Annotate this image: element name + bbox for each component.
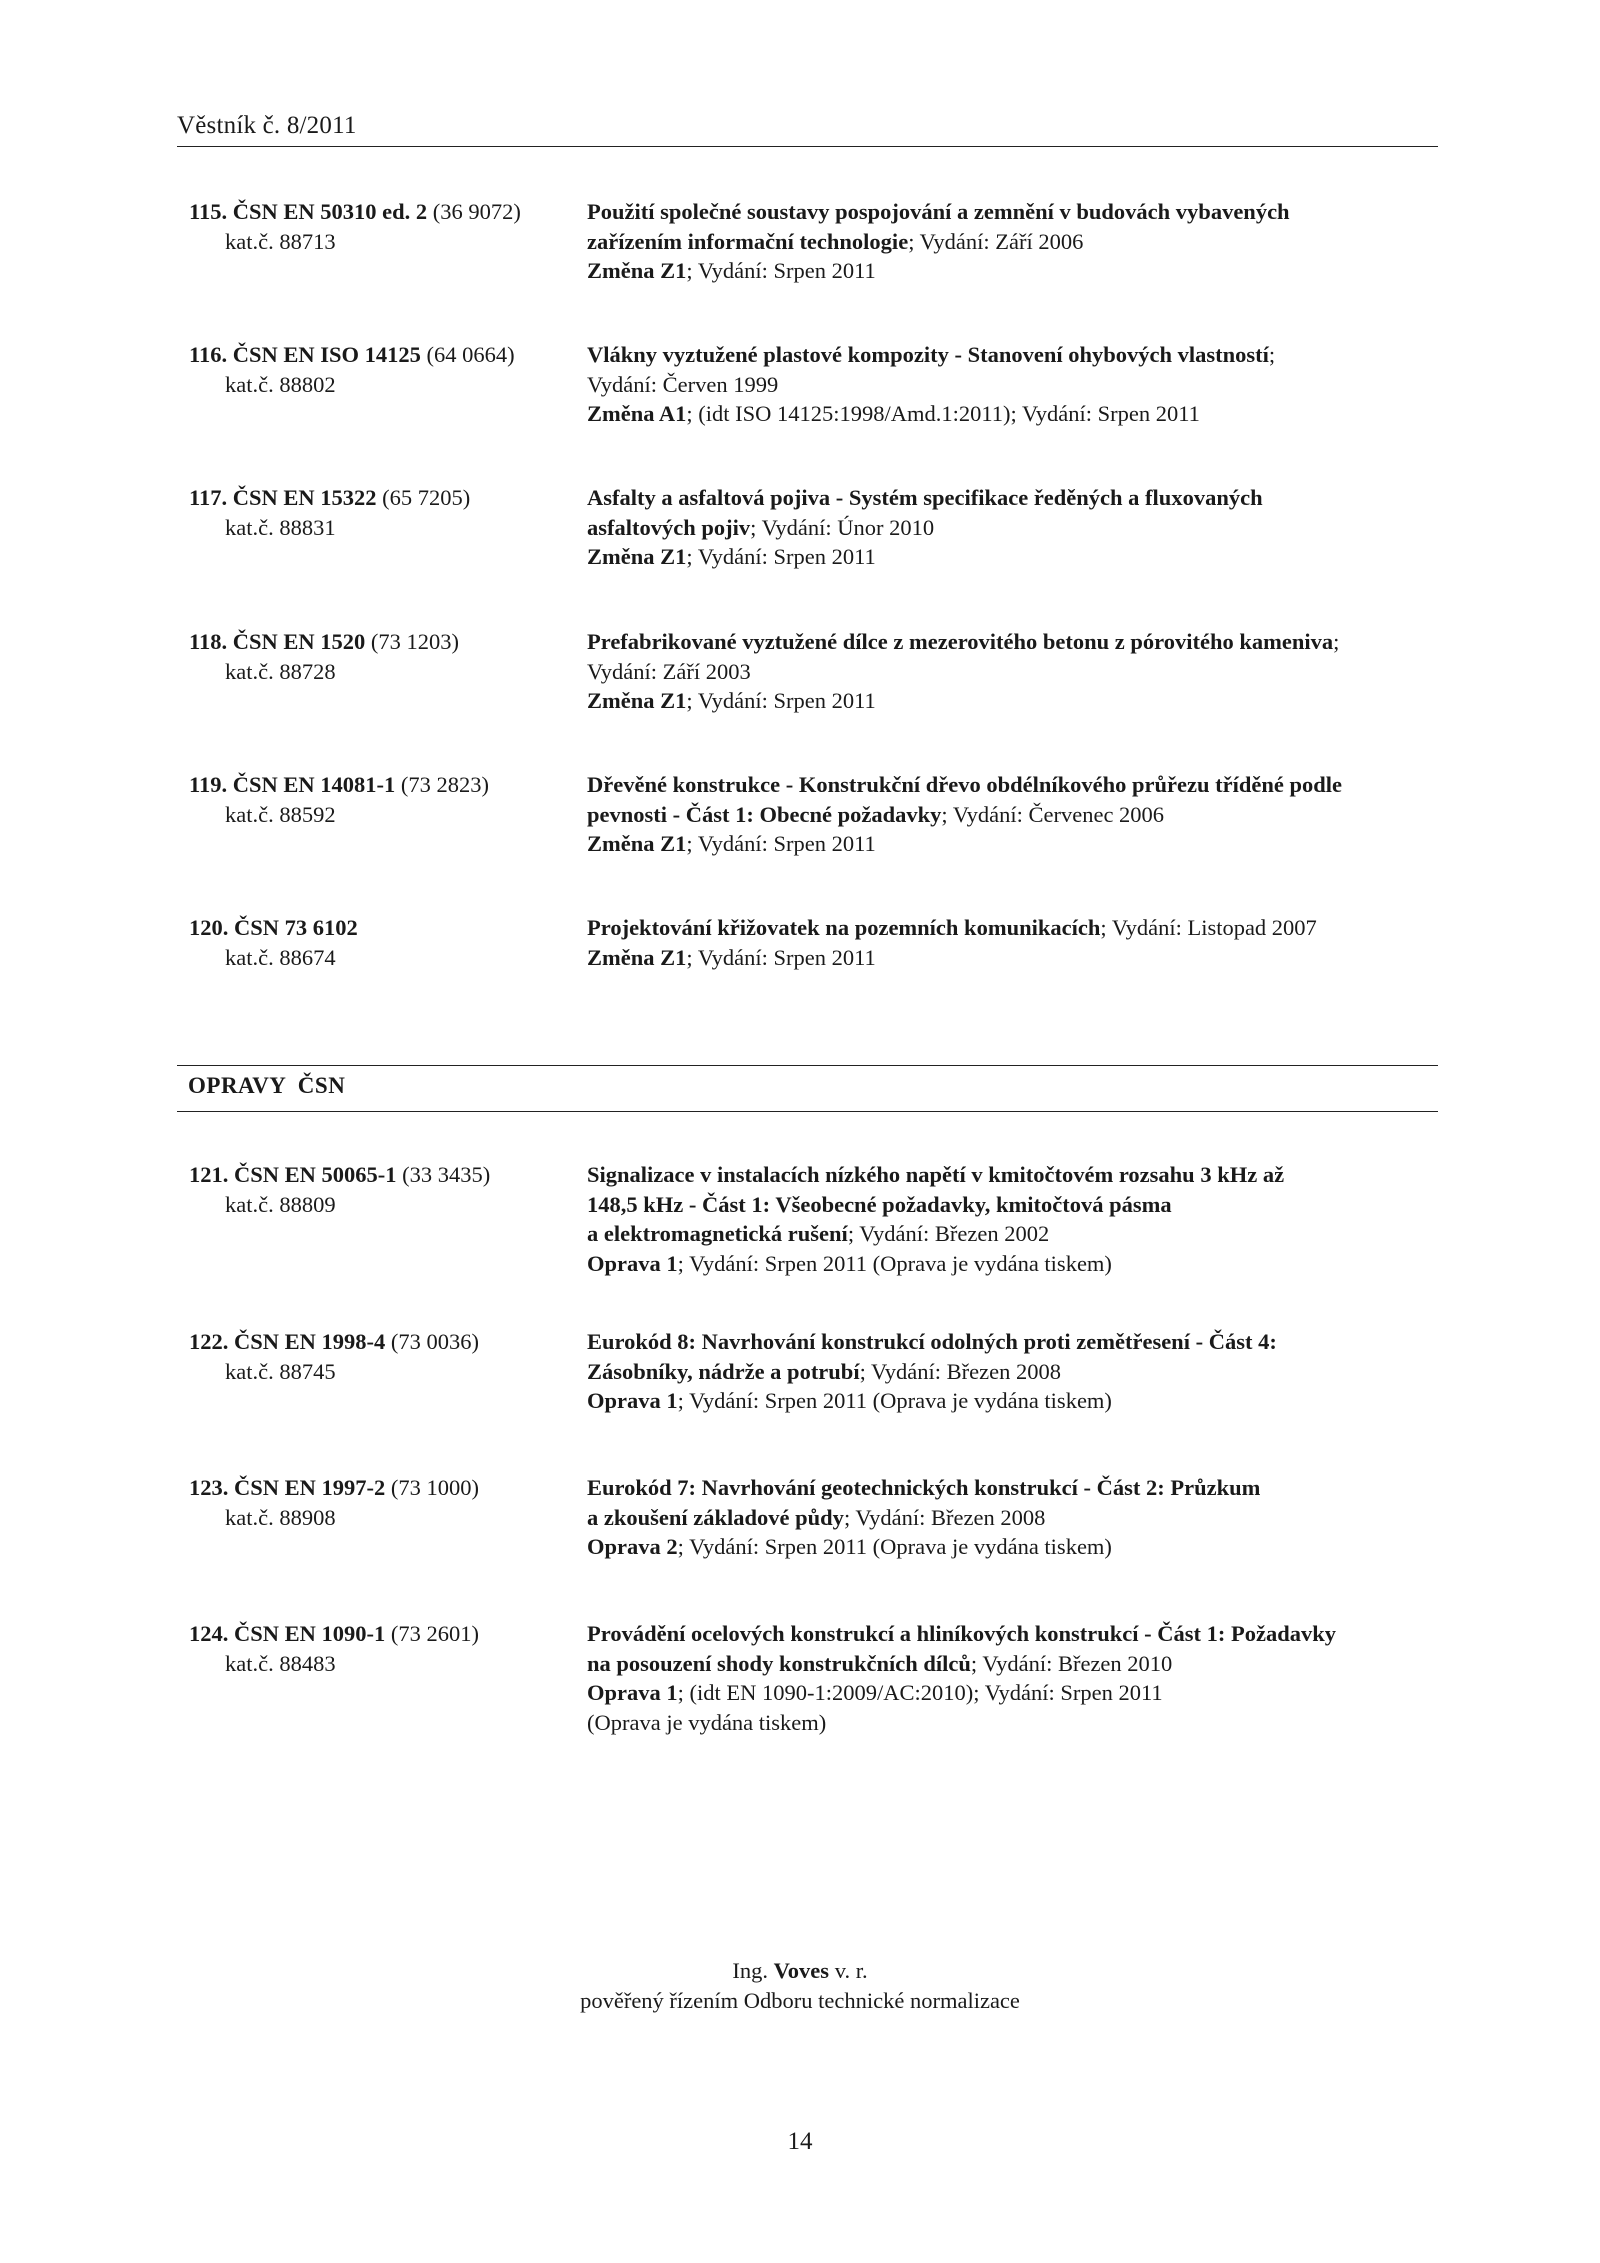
classification-code: (65 7205) — [376, 485, 471, 510]
plain-text: ; (idt EN 1090-1:2009/AC:2010); Vydání: Srpen 2011 — [677, 1680, 1163, 1705]
plain-text: ; Vydání: Únor 2010 — [750, 514, 935, 540]
standard-designation — [189, 627, 459, 657]
description-line — [587, 227, 1427, 257]
catalog-number: kat.č. 88908 — [225, 1504, 336, 1530]
description-line — [587, 1327, 1427, 1357]
plain-text: ; Vydání: Srpen 2011 — [686, 688, 876, 713]
description-line — [587, 340, 1427, 370]
bold-text: Provádění ocelových konstrukcí a hliníkových konstrukcí - Část 1: Požadavky — [587, 1621, 1337, 1646]
standard-designation — [189, 1619, 479, 1649]
standard-number: 119. ČSN EN 14081-1 — [189, 772, 396, 797]
standard-description — [587, 627, 1427, 716]
catalog-number: kat.č. 88745 — [225, 1358, 336, 1384]
description-line — [587, 913, 1427, 943]
plain-text: ; — [1333, 629, 1340, 654]
description-line — [587, 1219, 1427, 1249]
standard-number: 122. ČSN EN 1998-4 — [189, 1329, 386, 1354]
catalog-number: kat.č. 88728 — [225, 658, 336, 684]
description-line — [587, 1503, 1427, 1533]
classification-code: (73 2823) — [395, 772, 490, 797]
description-line — [587, 943, 1427, 973]
bold-text: Použití společné soustavy pospojování a zemnění v budovách vybavených — [587, 199, 1290, 224]
description-line — [587, 1357, 1427, 1387]
description-line — [587, 483, 1427, 513]
catalog-number: kat.č. 88674 — [225, 944, 336, 970]
description-line — [587, 657, 1427, 687]
bold-text: Eurokód 7: Navrhování geotechnických konstrukcí - Část 2: Průzkum — [587, 1475, 1261, 1500]
standard-description — [587, 913, 1427, 972]
bold-text: Změna Z1 — [587, 944, 687, 970]
plain-text: ; Vydání: Srpen 2011 (Oprava je vydána tiskem) — [677, 1534, 1112, 1559]
bold-text: Signalizace v instalacích nízkého napětí v kmitočtovém rozsahu 3 kHz až — [587, 1162, 1285, 1187]
description-line — [587, 1386, 1427, 1416]
description-line — [587, 1532, 1427, 1562]
bold-text: Prefabrikované vyztužené dílce z mezerovitého betonu z pórovitého kameniva — [587, 629, 1334, 654]
plain-text: ; — [1268, 342, 1276, 367]
standard-designation — [189, 197, 521, 227]
plain-text: Vydání: Červen 1999 — [587, 371, 779, 397]
standard-description — [587, 1473, 1427, 1562]
bold-text: Asfalty a asfaltová pojiva - Systém specifikace ředěných a fluxovaných — [587, 485, 1263, 510]
plain-text: ; (idt ISO 14125:1998/Amd.1:2011); Vydání: Srpen 2011 — [686, 401, 1200, 426]
description-line — [587, 686, 1427, 716]
plain-text: ; Vydání: Srpen 2011 — [686, 944, 876, 970]
bold-text: Změna Z1 — [587, 258, 687, 283]
standard-number: 124. ČSN EN 1090-1 — [189, 1621, 386, 1646]
plain-text: ; Vydání: Srpen 2011 — [686, 544, 876, 569]
description-line — [587, 1678, 1427, 1708]
description-line — [587, 542, 1427, 572]
signature-prefix: Ing. — [732, 1958, 774, 1983]
description-line — [587, 1160, 1427, 1190]
description-line — [587, 197, 1427, 227]
classification-code: (73 1000) — [385, 1475, 480, 1500]
catalog-number: kat.č. 88713 — [225, 228, 336, 254]
description-line — [587, 513, 1427, 543]
bold-text: zařízením informační technologie — [587, 228, 909, 254]
standard-number: 118. ČSN EN 1520 — [189, 629, 366, 654]
description-line — [587, 1619, 1427, 1649]
description-line — [587, 1473, 1427, 1503]
standard-description — [587, 483, 1427, 572]
section-title: OPRAVY ČSN — [188, 1073, 346, 1098]
bold-text: asfaltových pojiv — [587, 514, 751, 540]
standard-number: 120. ČSN 73 6102 — [189, 915, 358, 940]
classification-code: (73 2601) — [385, 1621, 480, 1646]
page-number: 14 — [787, 2128, 813, 2155]
standard-description — [587, 1160, 1427, 1278]
bold-text: Oprava 1 — [587, 1250, 678, 1276]
description-line — [587, 1708, 1427, 1738]
description-line — [587, 1190, 1427, 1220]
standard-designation — [189, 1160, 490, 1190]
standard-designation — [189, 770, 489, 800]
standard-designation — [189, 483, 470, 513]
plain-text: ; Vydání: Srpen 2011 (Oprava je vydána tiskem) — [677, 1250, 1112, 1276]
classification-code: (73 0036) — [385, 1329, 480, 1354]
catalog-number: kat.č. 88483 — [225, 1650, 336, 1676]
classification-code: (73 1203) — [365, 629, 460, 654]
catalog-number: kat.č. 88592 — [225, 801, 336, 827]
standard-number: 116. ČSN EN ISO 14125 — [189, 342, 421, 367]
bold-text: Vlákny vyztužené plastové kompozity - Stanovení ohybových vlastností — [587, 342, 1269, 367]
plain-text: ; Vydání: Srpen 2011 — [686, 831, 876, 856]
signature-name: Voves — [773, 1958, 830, 1983]
plain-text: ; Vydání: Srpen 2011 — [686, 258, 876, 283]
standard-description — [587, 1327, 1427, 1416]
bold-text: pevnosti - Část 1: Obecné požadavky — [587, 801, 942, 827]
plain-text: ; Vydání: Srpen 2011 (Oprava je vydána tiskem) — [677, 1388, 1112, 1413]
standard-number: 123. ČSN EN 1997-2 — [189, 1475, 386, 1500]
description-line — [587, 829, 1427, 859]
standard-designation — [189, 1327, 479, 1357]
standard-description — [587, 770, 1427, 859]
bold-text: Změna Z1 — [587, 544, 687, 569]
bold-text: Změna Z1 — [587, 831, 687, 856]
plain-text: ; Vydání: Listopad 2007 — [1100, 915, 1317, 940]
signature-line — [0, 1956, 1600, 1986]
classification-code: (64 0664) — [420, 342, 515, 367]
header-rule — [177, 146, 1438, 147]
section-rule-top — [177, 1065, 1438, 1066]
description-line — [587, 800, 1427, 830]
bold-text: a zkoušení základové půdy — [587, 1504, 844, 1530]
plain-text: (Oprava je vydána tiskem) — [587, 1709, 827, 1735]
signature-suffix: v. r. — [829, 1958, 868, 1983]
catalog-number: kat.č. 88831 — [225, 514, 336, 540]
signature-block — [0, 1956, 1600, 2016]
standard-description — [587, 1619, 1427, 1737]
standard-description — [587, 197, 1427, 286]
bold-text: a elektromagnetická rušení — [587, 1221, 848, 1246]
standard-description — [587, 340, 1427, 429]
standard-number: 117. ČSN EN 15322 — [189, 485, 377, 510]
standard-designation — [189, 913, 358, 943]
plain-text: ; Vydání: Březen 2002 — [847, 1221, 1050, 1246]
bold-text: na posouzení shody konstrukčních dílců — [587, 1650, 971, 1676]
bold-text: Eurokód 8: Navrhování konstrukcí odolných proti zemětřesení - Část 4: — [587, 1329, 1277, 1354]
classification-code: (36 9072) — [427, 199, 521, 224]
description-line — [587, 627, 1427, 657]
bold-text: Projektování křižovatek na pozemních komunikacích — [587, 915, 1101, 940]
catalog-number: kat.č. 88802 — [225, 371, 336, 397]
catalog-number: kat.č. 88809 — [225, 1191, 336, 1217]
plain-text: Vydání: Září 2003 — [587, 658, 751, 684]
description-line — [587, 370, 1427, 400]
description-line — [587, 770, 1427, 800]
plain-text: ; Vydání: Červenec 2006 — [941, 801, 1165, 827]
signature-role: pověřený řízením Odboru technické normalizace — [580, 1988, 1020, 2013]
standard-designation — [189, 340, 515, 370]
section-rule-bottom — [177, 1111, 1438, 1112]
standard-number: 121. ČSN EN 50065-1 — [189, 1162, 397, 1187]
bulletin-title: Věstník č. 8/2011 — [177, 112, 357, 139]
description-line — [587, 399, 1427, 429]
bold-text: Zásobníky, nádrže a potrubí — [587, 1358, 860, 1384]
bold-text: Změna A1 — [587, 401, 687, 426]
bold-text: Dřevěné konstrukce - Konstrukční dřevo obdélníkového průřezu tříděné podle — [587, 772, 1343, 797]
plain-text: ; Vydání: Březen 2010 — [970, 1650, 1173, 1676]
plain-text: ; Vydání: Září 2006 — [908, 228, 1084, 254]
classification-code: (33 3435) — [396, 1162, 491, 1187]
description-line — [587, 256, 1427, 286]
plain-text: ; Vydání: Březen 2008 — [859, 1358, 1062, 1384]
description-line — [587, 1649, 1427, 1679]
bold-text: Změna Z1 — [587, 688, 687, 713]
bold-text: Oprava 2 — [587, 1534, 678, 1559]
plain-text: ; Vydání: Březen 2008 — [843, 1504, 1046, 1530]
standard-designation — [189, 1473, 479, 1503]
description-line — [587, 1249, 1427, 1279]
bold-text: 148,5 kHz - Část 1: Všeobecné požadavky, kmitočtová pásma — [587, 1191, 1172, 1217]
bold-text: Oprava 1 — [587, 1680, 678, 1705]
bold-text: Oprava 1 — [587, 1388, 678, 1413]
standard-number: 115. ČSN EN 50310 ed. 2 — [189, 199, 428, 224]
